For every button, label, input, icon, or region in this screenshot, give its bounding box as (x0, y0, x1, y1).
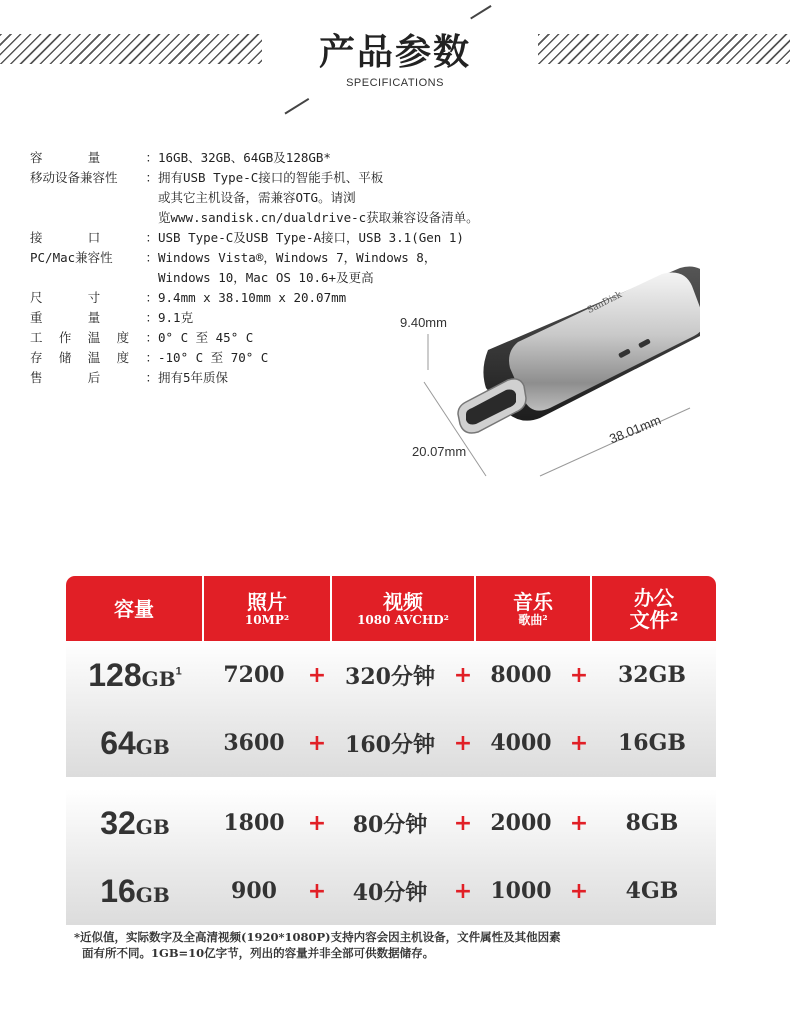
header-slash-top (470, 5, 491, 19)
spec-row (30, 168, 550, 188)
spec-row (30, 208, 550, 228)
spec-label (30, 368, 158, 388)
header-capacity: 容量 (66, 576, 204, 641)
capacity-cell (66, 873, 204, 910)
plus-icon: + (569, 810, 589, 836)
spec-value: -10° C 至 70° C (158, 350, 269, 365)
table-row (66, 641, 716, 709)
spec-label-char: 存 (30, 350, 43, 365)
photo-count: 3600 (223, 730, 285, 756)
spec-label (30, 168, 158, 188)
spec-label (30, 188, 158, 208)
table-row (66, 789, 716, 857)
spec-label (30, 208, 158, 228)
metal-sleeve-shape (509, 273, 700, 411)
plus-icon: + (307, 810, 327, 836)
spec-value: 9.1克 (158, 310, 194, 325)
spec-value: 0° C 至 45° C (158, 330, 254, 345)
plus-icon: + (569, 730, 589, 756)
spec-value: 16GB、32GB、64GB及128GB* (158, 150, 331, 165)
capacity-number: 16 (100, 872, 136, 909)
capacity-footnote-mark: 1 (175, 664, 182, 677)
dimension-length-label: 38.01mm (607, 412, 664, 447)
spec-label-char: 度 (116, 350, 130, 365)
dimension-height-label: 9.40mm (400, 315, 447, 330)
video-minutes: 40分钟 (352, 879, 428, 906)
spec-label-char: 度 (116, 330, 130, 345)
spec-label-char: 温 (87, 330, 101, 345)
header-music: 音乐 歌曲² (476, 576, 592, 641)
spec-value: 拥有5年质保 (158, 370, 229, 385)
office-size: 16GB (618, 730, 686, 756)
spec-label-separator: ： (145, 230, 158, 245)
spec-label-char: 重 (30, 310, 43, 325)
office-size: 32GB (618, 662, 686, 688)
spec-label-char: 量 (87, 150, 101, 165)
capacity-cell (66, 657, 204, 694)
capacity-number: 64 (100, 724, 136, 761)
spec-label (30, 328, 158, 348)
video-minutes: 160分钟 (345, 731, 435, 758)
plus-icon: + (453, 662, 473, 688)
photo-count: 7200 (223, 662, 285, 688)
page-subtitle: SPECIFICATIONS (346, 77, 444, 89)
table-row (66, 857, 716, 925)
spec-label-separator: ： (145, 350, 158, 365)
spec-label (30, 248, 158, 268)
spec-label-char: 移动设备兼容性 (30, 170, 118, 185)
spec-label-char: PC/Mac兼容性 (30, 250, 113, 265)
video-minutes: 320分钟 (345, 663, 435, 690)
capacity-number: 32 (100, 804, 136, 841)
spec-label-char: 接 (30, 230, 43, 245)
plus-icon: + (569, 878, 589, 904)
page-title: 产品参数 (318, 32, 471, 73)
spec-label-char: 售 (30, 370, 43, 385)
office-size: 8GB (625, 810, 679, 836)
table-row-group (66, 641, 716, 777)
spec-label-separator: ： (145, 290, 158, 305)
capacity-unit: GB (135, 814, 170, 839)
spec-row (30, 148, 550, 168)
spec-value: Windows Vista®，Windows 7，Windows 8， (158, 250, 437, 265)
spec-label-separator: ： (145, 370, 158, 385)
spec-label-char: 口 (87, 230, 101, 245)
photo-count: 900 (231, 878, 277, 904)
header-photo: 照片 10MP² (204, 576, 332, 641)
spec-label (30, 268, 158, 288)
video-minutes: 80分钟 (352, 811, 428, 838)
footnote-line-1: *近似值，实际数字及全高清视频(1920*1080P)支持内容会因主机设备，文件属性及其他因素 (74, 930, 561, 944)
capacity-table (66, 576, 716, 925)
spec-label-separator: ： (145, 330, 158, 345)
plus-icon: + (307, 662, 327, 688)
spec-label-separator: ： (145, 170, 158, 185)
capacity-unit: GB (141, 666, 176, 691)
spec-value: USB Type-C及USB Type-A接口，USB 3.1(Gen 1) (158, 230, 464, 245)
spec-label-char: 容 (30, 150, 43, 165)
brand-logo: SanDisk (585, 290, 624, 316)
spec-label-separator: ： (145, 250, 158, 265)
capacity-cell (66, 805, 204, 842)
spec-label (30, 288, 158, 308)
spec-label (30, 228, 158, 248)
spec-label-char: 量 (87, 310, 101, 325)
spec-label-char: 工 (30, 330, 43, 345)
music-count: 8000 (490, 662, 552, 688)
table-row-group (66, 789, 716, 925)
spec-row (30, 188, 550, 208)
header-video: 视频 1080 AVCHD² (332, 576, 476, 641)
spec-row (30, 228, 550, 248)
spec-label (30, 308, 158, 328)
capacity-number: 128 (88, 656, 142, 693)
plus-icon: + (453, 810, 473, 836)
plus-icon: + (307, 730, 327, 756)
spec-label (30, 148, 158, 168)
music-count: 2000 (490, 810, 552, 836)
table-body (66, 641, 716, 925)
spec-value: 览www.sandisk.cn/dualdrive-c获取兼容设备清单。 (158, 210, 479, 225)
spec-label-char: 后 (87, 370, 101, 385)
spec-label-char: 温 (87, 350, 101, 365)
capacity-unit: GB (135, 734, 170, 759)
table-row (66, 709, 716, 777)
footnote (74, 929, 754, 961)
plus-icon: + (307, 878, 327, 904)
capacity-cell (66, 725, 204, 762)
table-header (66, 576, 716, 641)
spec-label-char: 尺 (30, 290, 43, 305)
header-slash-bottom (284, 98, 309, 114)
plus-icon: + (569, 662, 589, 688)
spec-label-separator: ： (145, 150, 158, 165)
spec-value: 拥有USB Type-C接口的智能手机、平板 (158, 170, 384, 185)
dimension-width-label: 20.07mm (412, 444, 467, 459)
spec-value: 或其它主机设备，需兼容OTG。请浏 (158, 190, 356, 205)
plus-icon: + (453, 730, 473, 756)
music-count: 1000 (490, 878, 552, 904)
music-count: 4000 (490, 730, 552, 756)
spec-value: Windows 10，Mac OS 10.6+及更高 (158, 270, 374, 285)
spec-label (30, 348, 158, 368)
spec-label-char: 作 (58, 330, 72, 345)
plus-icon: + (453, 878, 473, 904)
header-office: 办公 文件² (629, 585, 679, 632)
footnote-line-2: 面有所不同。1GB=10亿字节，列出的容量并非全部可供数据储存。 (82, 946, 435, 960)
spec-label-separator: ： (145, 310, 158, 325)
office-size: 4GB (625, 878, 679, 904)
spec-value: 9.4mm x 38.10mm x 20.07mm (158, 290, 347, 305)
capacity-unit: GB (135, 882, 170, 907)
spec-label-char: 寸 (87, 290, 101, 305)
photo-count: 1800 (223, 810, 285, 836)
spec-label-char: 储 (58, 350, 72, 365)
